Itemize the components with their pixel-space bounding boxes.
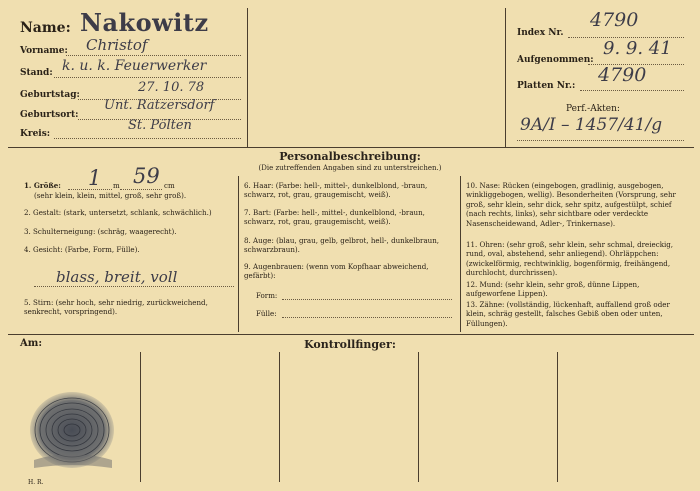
geburtsort-value: Unt. Ratzersdorf xyxy=(104,98,215,113)
vorname-dots xyxy=(66,55,241,56)
kontrollfinger-label: Kontrollfinger: xyxy=(304,338,396,351)
cm-label: cm xyxy=(164,181,175,190)
stand-value: k. u. k. Feuerwerker xyxy=(62,58,207,74)
nase-row: 10. Nase: Rücken (eingebogen, gradlinig, ausgebogen, winkliggebogen, wellig). Besonderheiten (Vorsprung, sehr groß, sehr klein, sehr dick, sehr spitz, aufgestülpt, schief (nach rechts, links), sehr sichtbare oder verdeckte Nasenscheidewand, Adler-, Trinkernase). xyxy=(466,181,676,228)
haar-row: 6. Haar: (Farbe: hell-, mittel-, dunkelblond, -braun, schwarz, rot, grau, graugemischt, weiß). xyxy=(244,181,428,200)
gestalt-row: 2. Gestalt: (stark, untersetzt, schlank, schwächlich.) xyxy=(24,208,212,217)
groesse-value-cm: 59 xyxy=(133,164,160,188)
desc-divider-2 xyxy=(460,176,461,332)
geburtstag-value: 27. 10. 78 xyxy=(138,80,205,95)
name-label: Name: xyxy=(20,20,71,36)
top-right-divider xyxy=(505,8,506,147)
finger-divider-3 xyxy=(418,352,419,482)
fuelle-dots xyxy=(282,317,452,318)
platten-label: Platten Nr.: xyxy=(517,81,576,91)
finger-divider-2 xyxy=(279,352,280,482)
mund-row: 12. Mund: (sehr klein, sehr groß, dünne Lippen, aufgeworfene Lippen). xyxy=(466,280,640,299)
schulter-row: 3. Schulterneigung: (schräg, waagerecht). xyxy=(24,227,177,236)
description-subtitle: (Die zutreffenden Angaben sind zu unterstreichen.) xyxy=(258,164,442,172)
finger-divider-4 xyxy=(557,352,558,482)
vorname-value: Christof xyxy=(86,36,148,54)
ohren-row: 11. Ohren: (sehr groß, sehr klein, sehr schmal, dreieckig, rund, oval, abstehend, sehr anliegend). Ohrläppchen: (zwickelförmig, rechtwinklig, bogenförmig, freihängend, durchlocht, durchrissen). xyxy=(466,240,674,278)
kreis-label: Kreis: xyxy=(20,129,51,139)
groesse-label: 1. Größe: xyxy=(24,181,61,190)
form-label: Form: xyxy=(256,291,278,300)
am-label: Am: xyxy=(20,338,43,349)
stand-label: Stand: xyxy=(20,68,53,78)
auge-row: 8. Auge: (blau, grau, gelb, gelbrot, hell-, dunkelbraun, schwarzbraun). xyxy=(244,236,440,255)
kreis-dots xyxy=(54,138,241,139)
perl-label: Perf.-Akten: xyxy=(566,104,620,114)
m-label: m xyxy=(113,181,120,190)
description-bottom-line xyxy=(8,334,694,335)
vorname-label: Vorname: xyxy=(20,46,68,56)
geburtsort-label: Geburtsort: xyxy=(20,110,79,120)
finger-divider-1 xyxy=(140,352,141,482)
stamp-text: H. R. xyxy=(28,479,44,486)
aufgenommen-value: 9. 9. 41 xyxy=(603,38,672,59)
description-title: Personalbeschreibung: xyxy=(279,150,421,163)
groesse-value-m: 1 xyxy=(88,166,102,190)
perl-dots xyxy=(517,140,684,141)
index-label: Index Nr. xyxy=(517,28,564,38)
name-value: Nakowitz xyxy=(80,8,209,37)
top-section-bottom-line xyxy=(8,147,694,148)
aufgenommen-label: Aufgenommen: xyxy=(517,55,594,65)
groesse-options: (sehr klein, klein, mittel, groß, sehr groß). xyxy=(34,191,187,200)
stirn-row: 5. Stirn: (sehr hoch, sehr niedrig, zurückweichend, senkrecht, vorspringend). xyxy=(24,298,208,317)
gesicht-dots xyxy=(34,286,234,287)
desc-divider-1 xyxy=(238,176,239,332)
top-left-divider xyxy=(247,8,248,147)
bart-row: 7. Bart: (Farbe: hell-, mittel-, dunkelblond, -braun, schwarz, rot, grau, graugemischt, weiß). xyxy=(244,208,425,227)
platten-value: 4790 xyxy=(598,64,647,86)
groesse-dots-cm xyxy=(120,189,162,190)
zaehne-row: 13. Zähne: (vollständig, lückenhaft, auffallend groß oder klein, schräg gestellt, falsches Gebiß oben oder unten, Füllungen). xyxy=(466,300,670,328)
gesicht-row: 4. Gesicht: (Farbe, Form, Fülle). xyxy=(24,245,140,254)
form-dots xyxy=(282,299,452,300)
geburtstag-label: Geburtstag: xyxy=(20,90,80,100)
index-value: 4790 xyxy=(590,9,639,31)
stand-dots xyxy=(54,77,241,78)
augenbrauen-row: 9. Augenbrauen: (wenn vom Kopfhaar abweichend, gefärbt): xyxy=(244,262,429,281)
fingerprint-image xyxy=(24,388,124,480)
perl-value: 9A/I – 1457/41/g xyxy=(520,115,663,135)
kreis-value: St. Pölten xyxy=(128,118,192,133)
platten-dots xyxy=(580,90,684,91)
gesicht-value: blass, breit, voll xyxy=(56,268,178,286)
fuelle-label: Fülle: xyxy=(256,309,277,318)
